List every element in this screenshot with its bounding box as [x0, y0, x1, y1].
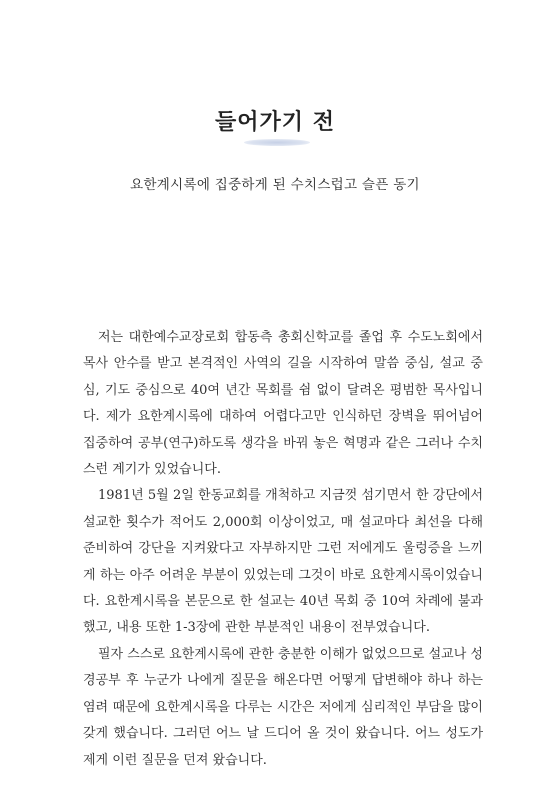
chapter-title: 들어가기 전: [215, 110, 335, 135]
body-paragraph: 저는 대한예수교장로회 합동측 총회신학교를 졸업 후 수도노회에서 목사 안수를 받고 본격적인 사역의 길을 시작하여 말씀 중심, 설교 중심, 기도 중심으로 40여 년간 목회를 쉼 없이 달려온 평범한 목사입니다. 제가 요한계시록에 대하여 어렵다고만 인식하던 장벽을 뛰어넘어 집중하여 공부(연구)하도록 생각을 바꿔 놓은 혁명과 같은 그러나 수치스런 계기가 있었습니다.: [83, 330, 483, 478]
body-text: [83, 325, 483, 774]
chapter-subtitle: 요한계시록에 집중하게 된 수치스럽고 슬픈 동기: [130, 177, 420, 193]
title-underline-decoration: [244, 139, 310, 146]
body-paragraph: 1981년 5월 2일 한동교회를 개척하고 지금껏 섬기면서 한 강단에서 설교한 횟수가 적어도 2,000회 이상이었고, 매 설교마다 최선을 다해 준비하여 강단을 지켜왔다고 자부하지만 그런 저에게도 울렁증을 느끼게 하는 아주 어려운 부분이 있었는데 그것이 바로 요한계시록이었습니다. 요한계시록을 본문으로 한 설교는 40년 목회 중 10여 차례에 불과했고, 내용 또한 1-3장에 관한 부분적인 내용이 전부였습니다.: [83, 488, 483, 636]
body-paragraph: 필자 스스로 요한계시록에 관한 충분한 이해가 없었으므로 설교나 성경공부 후 누군가 나에게 질문을 해온다면 어떻게 답변해야 하나 하는 염려 때문에 요한계시록을 다루는 시간은 저에게 심리적인 부담을 많이 갖게 했습니다. 그러던 어느 날 드디어 올 것이 왔습니다. 어느 성도가 제게 이런 질문을 던져 왔습니다.: [83, 646, 483, 768]
